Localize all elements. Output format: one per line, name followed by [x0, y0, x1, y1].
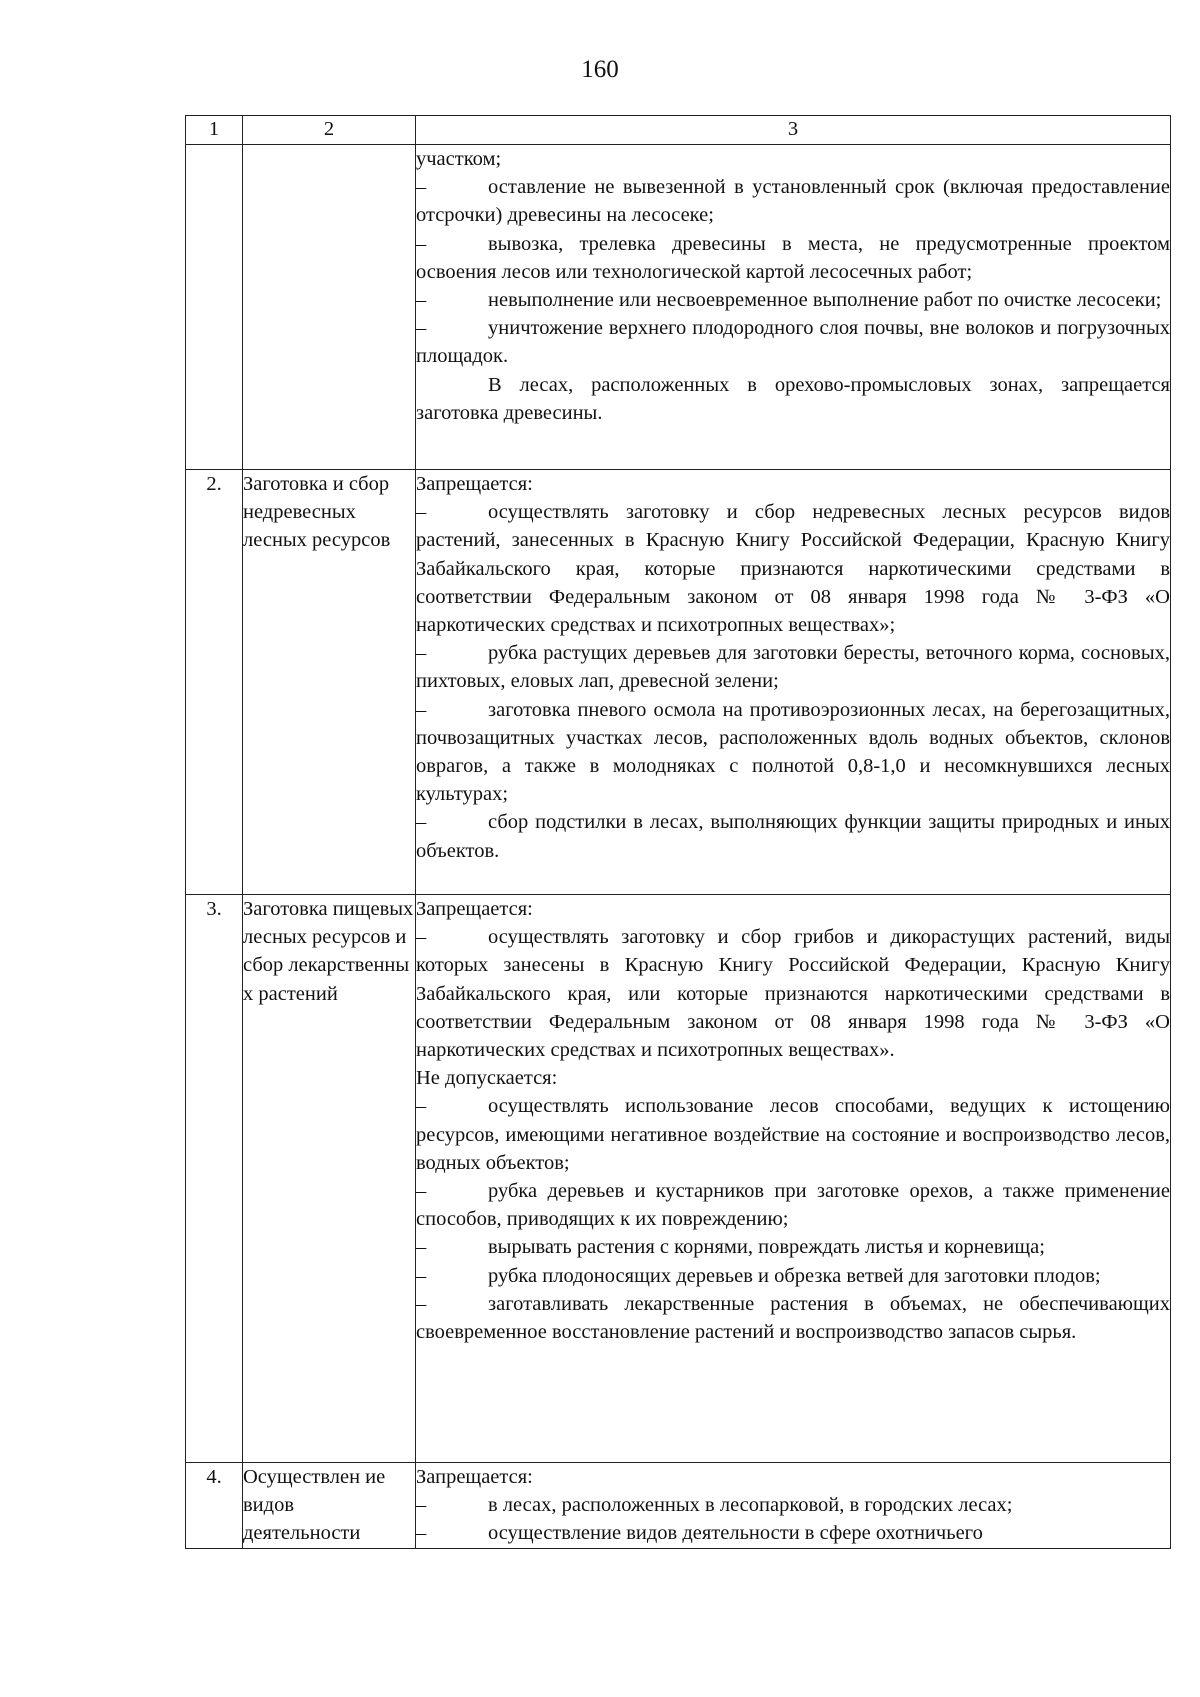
column-header-3: 3: [416, 116, 1171, 145]
section-label: Не допускается:: [416, 1067, 558, 1090]
row-name-cell: Осуществлен ие видов деятельности: [243, 1463, 416, 1549]
page-number: 160: [581, 56, 619, 83]
list-item: [416, 696, 1170, 809]
list-item-text: осуществлять использование лесов способами, ведущих к истощению ресурсов, имеющими негативное воздействие на состояние и воспроизводство лесов, водных объектов;: [416, 1095, 1170, 1174]
section-label: Запрещается:: [416, 898, 533, 920]
dash-marker: –: [416, 1292, 427, 1315]
dash-marker: –: [416, 232, 427, 255]
list-item-text: вырывать растения с корнями, повреждать листья и корневища;: [488, 1236, 1045, 1259]
dash-marker: –: [416, 926, 427, 949]
list-item: [416, 1233, 1170, 1261]
dash-marker: –: [416, 642, 427, 665]
list-item: [416, 923, 1170, 1064]
list-item: [416, 1092, 1170, 1177]
list-item-text: в лесах, расположенных в лесопарковой, в городских лесах;: [488, 1494, 1013, 1517]
list-item-text: оставление не вывезенной в установленный срок (включая предоставление отсрочки) древесины на лесосеке;: [416, 176, 1170, 227]
column-header-1: 1: [186, 116, 243, 145]
dash-marker: –: [416, 1180, 427, 1203]
list-item-text: рубка растущих деревьев для заготовки бересты, веточного корма, сосновых, пихтовых, еловых лап, древесной зелени;: [416, 642, 1170, 693]
list-item-text: заготавливать лекарственные растения в объемах, не обеспечивающих своевременное восстановление растений и воспроизводство запасов сырья.: [416, 1292, 1170, 1344]
dash-marker: –: [416, 289, 427, 312]
list-item: [416, 286, 1170, 314]
row-number-cell: 3.: [186, 895, 243, 1463]
dash-marker: –: [416, 1095, 427, 1118]
list-item: [416, 498, 1170, 639]
list-item: [416, 1290, 1170, 1346]
row-content-cell: [416, 1463, 1171, 1549]
dash-marker: –: [416, 317, 427, 340]
regulation-table: [185, 115, 1171, 1549]
table-row: [186, 1463, 1171, 1549]
list-item-text: сбор подстилки в лесах, выполняющих функции защиты природных и иных объектов.: [416, 811, 1170, 862]
list-item: [416, 173, 1170, 229]
list-item-text: уничтожение верхнего плодородного слоя почвы, вне волоков и погрузочных площадок.: [416, 317, 1170, 368]
list-item: [416, 1519, 1170, 1547]
dash-marker: –: [416, 501, 427, 524]
row-content-cell: [416, 145, 1171, 470]
row-name-cell: Заготовка и сбор недревесных лесных ресурсов: [243, 470, 416, 895]
paragraph: В лесах, расположенных в орехово-промысловых зонах, запрещается заготовка древесины.: [416, 373, 1170, 424]
section-label: Запрещается:: [416, 1466, 533, 1488]
list-item-text: вывозка, трелевка древесины в места, не предусмотренные проектом освоения лесов или технологической картой лесосечных работ;: [416, 232, 1170, 283]
list-item: [416, 1491, 1170, 1519]
column-header-2: 2: [243, 116, 416, 145]
row-name-cell: [243, 145, 416, 470]
list-item-text: невыполнение или несвоевременное выполнение работ по очистке лесосеки;: [488, 289, 1162, 312]
dash-marker: –: [416, 811, 427, 834]
list-item-text: осуществлять заготовку и сбор грибов и дикорастущих растений, виды которых занесены в Красную Книгу Российской Федерации, Красную Книгу Забайкальского края, или которые признаются наркотическими средствами в соответствии Федеральным законом от 08 января 1998 года № 3-ФЗ «О наркотических средствах и психотропных веществах».: [416, 926, 1170, 1062]
row-number-cell: 2.: [186, 470, 243, 895]
list-item: [416, 1177, 1170, 1233]
list-item: [416, 314, 1170, 370]
table-header-row: [186, 116, 1171, 145]
row-number-cell: [186, 145, 243, 470]
list-item-text: рубка плодоносящих деревьев и обрезка ветвей для заготовки плодов;: [488, 1264, 1101, 1287]
row-name-cell: Заготовка пищевых лесных ресурсов и сбор лекарственны х растений: [243, 895, 416, 1463]
row-number-cell: 4.: [186, 1463, 243, 1549]
dash-marker: –: [416, 1494, 427, 1517]
text-line: участком;: [416, 148, 502, 170]
table-row: [186, 470, 1171, 895]
row-content-cell: [416, 470, 1171, 895]
list-item-text: заготовка пневого осмола на противоэрозионных лесах, на берегозащитных, почвозащитных участках лесов, расположенных вдоль водных объектов, склонов оврагов, а также в молодняках с полнотой 0,8-1,0 и несомкнувшихся лесных культурах;: [416, 698, 1170, 806]
table-row: [186, 895, 1171, 1463]
dash-marker: –: [416, 1236, 427, 1259]
dash-marker: –: [416, 1522, 427, 1545]
list-item-text: осуществлять заготовку и сбор недревесных лесных ресурсов видов растений, занесенных в Красную Книгу Российской Федерации, Красную Книгу Забайкальского края, которые признаются наркотическими средствами в соответствии Федеральным законом от 08 января 1998 года № 3-ФЗ «О наркотических средствах и психотропных веществах»;: [416, 501, 1170, 637]
dash-marker: –: [416, 698, 427, 721]
list-item-text: осуществление видов деятельности в сфере охотничьего: [488, 1522, 983, 1545]
section-label: Запрещается:: [416, 473, 533, 495]
dash-marker: –: [416, 1264, 427, 1287]
list-item-text: рубка деревьев и кустарников при заготовке орехов, а также применение способов, приводящих к их повреждению;: [416, 1180, 1170, 1231]
list-item: [416, 639, 1170, 695]
list-item: [416, 808, 1170, 864]
row-content-cell: [416, 895, 1171, 1463]
table-row: [186, 145, 1171, 470]
list-item: [416, 1262, 1170, 1290]
dash-marker: –: [416, 176, 427, 199]
list-item: [416, 230, 1170, 286]
